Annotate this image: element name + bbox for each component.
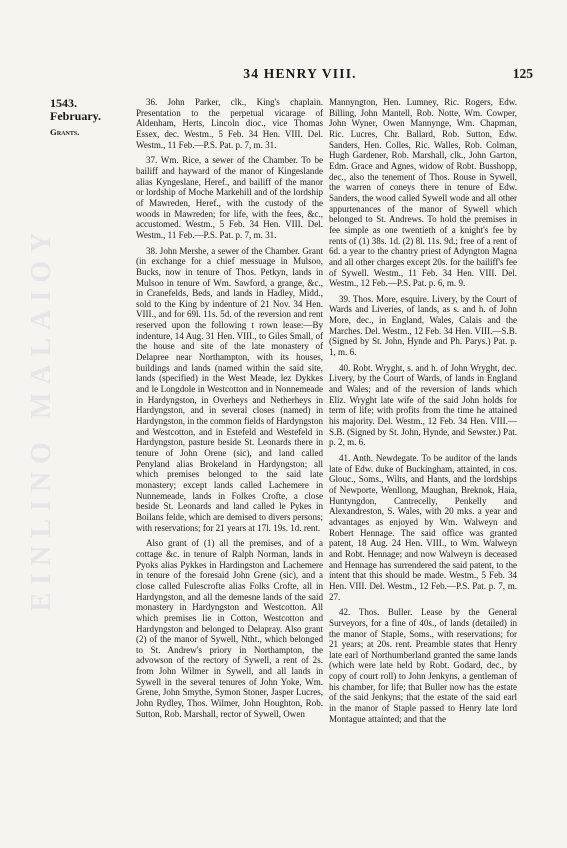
entry-38-continued: Also grant of (1) all the premises, and of a cottage &c. in tenure of Ralph Norman, lands in Pyoks alias Pykkes in Hardingston and Lachemere in tenure of the foresaid John Grene (sic), and a close called Fulescrofte alias Folks Crofte, all in Hardyngston, and all the demesne lands of the said monastery in Hardyngston and Westcotton. All which premises lie in Cotton, Westcotton and Hardyngston and belonged to Delapray. Also grant (2) of the manor of Sywell, Ntht., which belonged to St. Andrew's priory in Northampton, the advowson of the rectory of Sywell, a rent of 2s. from John Wilmer in Sywell, and all lands in Sywell in the several tenures of John Yoke, Wm. Grene, John Smythe, Symon Stoner, Jasper Lucres, John Rydley, Thos. Wilmer, John Houghton, Rob. Sutton, Rob. Marshall, rector of Sywell, Owen <box>136 538 323 719</box>
entry-40: 40. Robt. Wryght, s. and h. of John Wryght, dec. Livery, by the Court of Wards, of lands in England and Wales; and of the reversion of lands which Eliz. Wryght late wife of the said John holds for term of life; with profits from the time he attained his majority. Del. Westm., 12 Feb. 34 Hen. VIII.—S.B. (Signed by St. John, Hynde, and Sewster.) Pat. p. 2, m. 6. <box>329 362 517 448</box>
entry-38: 38. John Mershe, a sewer of the Chamber. Grant (in exchange for a chief messuage in Mulsoo, Bucks, now in tenure of Thos. Petkyn, lands in Mulsoo in tenure of Wm. Sawford, a grange, &c., in Cranefelds, Beds, and lands in Hadley, Midd., sold to the King by indenture of 21 Nov. 34 Hen. VIII., and for 69l. 11s. 5d. of the reversion and rent reserved upon the following t rown lease:—By indenture, 14 Aug. 31 Hen. VIII., to Giles Small, of the house and site of the late monastery of Delapree near Northampton, with its houses, buildings and lands (named within the said site, lands (specified) in the West Meade, lez Dykkes and le Longdole in Westcotton and in Nonnemeade in Hardyngston, in Overheys and Netherheys in Hardyngston, and in several closes (named) in Hardyngston, in the common fields of Hardyngston and Westcotton, and in Estefeld and Westefeld in Hardyngston, pasture beside St. Leonards there in tenure of John Orene (sic), and land called Penyland alias Brokeland in Hardyngston; all which premises belonged to the said late monastery; except lands called Lachemere in Nunnemeade, lands in Folkes Crofte, a close beside St. Leonards and land called le Pykes in Boilans felde, which are demised to divers persons; with reservations; for 21 years at 17l. 19s. 1d. rent. <box>136 245 323 533</box>
margin-notes <box>50 97 130 137</box>
watermark <box>12 112 57 712</box>
page-title: 34 HENRY VIII. <box>243 66 357 81</box>
margin-section: Grants. <box>50 127 80 137</box>
entry-37: 37. Wm. Rice, a sewer of the Chamber. To be bailiff and hayward of the manor of Kingeslande alias Kyngeslane, Heref., and bailiff of the manor or lordship of Moche Markehill and of the lordship of Mawreden, Heref., with the custody of the woods in Mawreden; for life, with the fees, &c., accustomed. Westm., 5 Feb. 34 Hen. VIII. Del. Westm., 11 Feb.—P.S. Pat. p. 7, m. 31. <box>136 155 323 240</box>
entry-39: 39. Thos. More, esquire. Livery, by the Court of Wards and Liveries, of lands, as s. and h. of John More, dec., in England, Wales, Calais and the Marches. Del. Westm., 12 Feb. 34 Hen. VIII.—S.B. (Signed by St. John, Hynde and Ph. Parys.) Pat. p. 1, m. 6. <box>329 293 517 358</box>
entry-42: 42. Thos. Buller. Lease by the General Surveyors, for a fine of 40s., of lands (detailed) in the manor of Staple, Soms., with reservations; for 21 years; at 20s. rent. Preamble states that Henry late earl of Northumberland granted the same lands (which were late held by Robt. Godard, dec., by copy of court roll) to John Jenkyns, a gentleman of his chamber, for life; that Buller now has the estate of the said Jenkyns; that the estate of the said earl in the manor of Staple passed to Henry late lord Montague attainted; and that the <box>329 607 517 724</box>
margin-year: 1543. <box>50 96 77 110</box>
left-column <box>136 97 323 724</box>
page-number: 125 <box>512 66 533 81</box>
entry-41: 41. Anth. Newdegate. To be auditor of the lands late of Edw. duke of Buckingham, attainted, in cos. Glouc., Soms., Wilts, and Hants, and the lordships of Newporte, Wenllong, Maughan, Breknok, Haia, Huntyngdon, Cantrecelly, Penkelly and Alexandreston, S. Wales, with 20 mks. a year and advantages as enjoyed by Wm. Walweyn and Robert Hennage. The said office was granted patent, 18 Aug. 24 Hen. VIII., to Wm. Walweyn and Robt. Hennage; and now Walweyn is deceased and Hennage has surrendered the said patent, to the intent that this should be made. Westm., 5 Feb. 34 Hen. VIII. Del. Westm., 12 Feb.—P.S. Pat. p. 7, m. 27. <box>329 453 517 602</box>
watermark-text: EINLINO MALAIOY <box>26 224 57 612</box>
running-head <box>0 66 567 86</box>
entry-36: 36. John Parker, clk., King's chaplain. Presentation to the perpetual vicarage of Aldenham, Herts, Lincoln dioc., vice Thomas Essex, dec. Westm., 5 Feb. 34 Hen. VIII. Del. Westm., 11 Feb.—P.S. Pat. p. 7, m. 31. <box>136 97 323 150</box>
entry-38-conclusion: Mannyngton, Hen. Lumney, Ric. Rogers, Edw. Billing, John Mantell, Rob. Notte, Wm. Cowper, John Wyner, Owen Mannynge, Wm. Chapman, Ric. Lucres, Chr. Ballard, Rob. Sutton, Edw. Sanders, Hen. Colles, Ric. Walles, Rob. Colman, Hugh Gardener, Rob. Marshall, clk., John Garton, Edm. Grace and Agnes, widow of Robt. Busshopp, dec., also the tenement of Thos. Rouse in Sywell, the warren of coneys there in tenure of Edw. Sanders, the wood called Sywell wode and all other appurtenances of the manor of Sywell which belonged to St. Andrews. To hold the premises in fee simple as one twentieth of a knight's fee by rents of (1) 38s. 1d. (2) 8l. 11s. 9d.; free of a rent of 6d. a year to the chantry priest of Adyngton Magna and all other charges except 20s. for the bailiff's fee of Sywell. Westm., 11 Feb. 34 Hen. VIII. Del. Westm., 12 Feb.—P.S. Pat. p. 6, m. 9. <box>329 97 517 289</box>
right-column <box>329 97 517 729</box>
margin-month: February. <box>50 109 101 123</box>
